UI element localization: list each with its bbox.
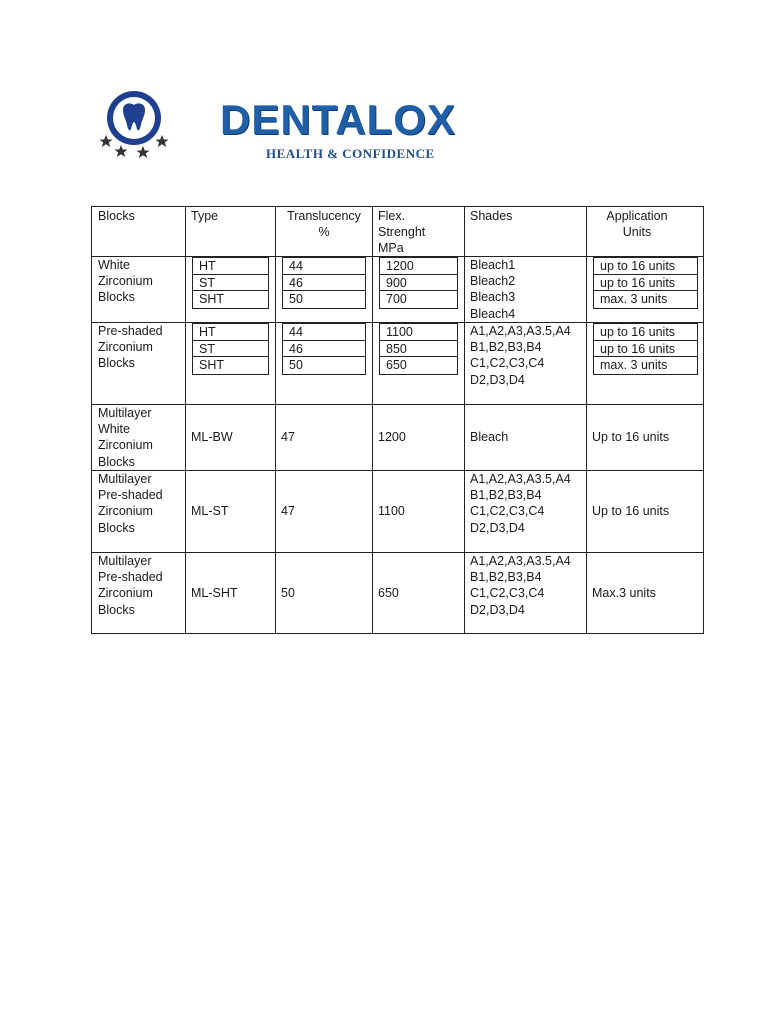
- block-name-cell: Multilayer Pre-shaded Zirconium Blocks: [98, 554, 163, 617]
- strength-cell: 1200: [378, 430, 406, 444]
- row-divider: [92, 404, 703, 405]
- translucency-subtable-row: 50: [289, 292, 303, 307]
- header-translucency: Translucency %: [287, 209, 361, 240]
- header-type: Type: [191, 209, 219, 223]
- column-divider: [372, 207, 373, 633]
- brand-tagline: HEALTH & CONFIDENCE: [266, 146, 435, 161]
- block-name-cell: Multilayer Pre-shaded Zirconium Blocks: [98, 472, 163, 535]
- block-name-cell: White Zirconium Blocks: [98, 258, 153, 305]
- header-shades: Shades: [470, 209, 513, 223]
- units-subtable-row: up to 16 units: [594, 258, 697, 275]
- column-divider: [185, 207, 186, 633]
- units-subtable-row: up to 16 units: [594, 275, 697, 292]
- type-subtable-row: SHT: [199, 358, 224, 373]
- strength-subtable: [379, 257, 458, 309]
- shades-cell: A1,A2,A3,A3.5,A4 B1,B2,B3,B4 C1,C2,C3,C4 D2,D3,D4: [470, 472, 571, 535]
- units-cell: Up to 16 units: [592, 504, 670, 518]
- units-subtable: [593, 323, 698, 375]
- units-subtable: [593, 257, 698, 309]
- units-subtable-row: up to 16 units: [594, 341, 697, 358]
- translucency-subtable-row: 46: [283, 275, 365, 292]
- type-cell: ML-ST: [191, 504, 229, 518]
- row-divider: [92, 470, 703, 471]
- strength-subtable-row: 1200: [380, 258, 457, 275]
- translucency-cell: 47: [281, 504, 295, 518]
- translucency-subtable: [282, 323, 366, 375]
- strength-subtable-row: 1100: [380, 324, 457, 341]
- shades-cell: Bleach1 Bleach2 Bleach3 Bleach4: [470, 258, 516, 321]
- shades-cell: A1,A2,A3,A3.5,A4 B1,B2,B3,B4 C1,C2,C3,C4 D2,D3,D4: [470, 554, 571, 617]
- translucency-subtable-row: 50: [289, 358, 303, 373]
- strength-cell: 650: [378, 586, 399, 600]
- row-divider: [92, 552, 703, 553]
- type-subtable: [192, 323, 269, 375]
- translucency-cell: 50: [281, 586, 295, 600]
- tooth-with-stars-icon: [96, 88, 172, 164]
- translucency-subtable-row: 44: [283, 258, 365, 275]
- shades-cell: A1,A2,A3,A3.5,A4 B1,B2,B3,B4 C1,C2,C3,C4 D2,D3,D4: [470, 324, 571, 387]
- strength-subtable-row: 650: [386, 358, 407, 373]
- type-subtable-row: HT: [193, 324, 268, 341]
- type-cell: ML-SHT: [191, 586, 238, 600]
- strength-subtable-row: 900: [380, 275, 457, 292]
- units-subtable-row: up to 16 units: [594, 324, 697, 341]
- translucency-subtable: [282, 257, 366, 309]
- translucency-subtable-row: 44: [283, 324, 365, 341]
- specification-table: [91, 206, 704, 634]
- strength-subtable-row: 700: [386, 292, 407, 307]
- type-cell: ML-BW: [191, 430, 233, 444]
- strength-subtable-row: 850: [380, 341, 457, 358]
- units-cell: Max.3 units: [592, 586, 656, 600]
- shades-cell: Bleach: [470, 430, 509, 444]
- column-divider: [275, 207, 276, 633]
- block-name-cell: Pre-shaded Zirconium Blocks: [98, 324, 163, 371]
- column-divider: [464, 207, 465, 633]
- strength-cell: 1100: [378, 504, 405, 518]
- column-divider: [586, 207, 587, 633]
- type-subtable-row: ST: [193, 341, 268, 358]
- type-subtable: [192, 257, 269, 309]
- translucency-subtable-row: 46: [283, 341, 365, 358]
- header-blocks: Blocks: [98, 209, 135, 223]
- strength-subtable: [379, 323, 458, 375]
- block-name-cell: Multilayer White Zirconium Blocks: [98, 406, 153, 469]
- brand-name: DENTALOX: [220, 96, 456, 143]
- units-subtable-row: max. 3 units: [600, 292, 668, 307]
- units-subtable-row: max. 3 units: [600, 358, 668, 373]
- type-subtable-row: ST: [193, 275, 268, 292]
- header-strength: Flex. Strenght MPa: [378, 209, 426, 256]
- type-subtable-row: SHT: [199, 292, 224, 307]
- header-units: Application Units: [606, 209, 668, 240]
- units-cell: Up to 16 units: [592, 430, 670, 444]
- translucency-cell: 47: [281, 430, 295, 444]
- type-subtable-row: HT: [193, 258, 268, 275]
